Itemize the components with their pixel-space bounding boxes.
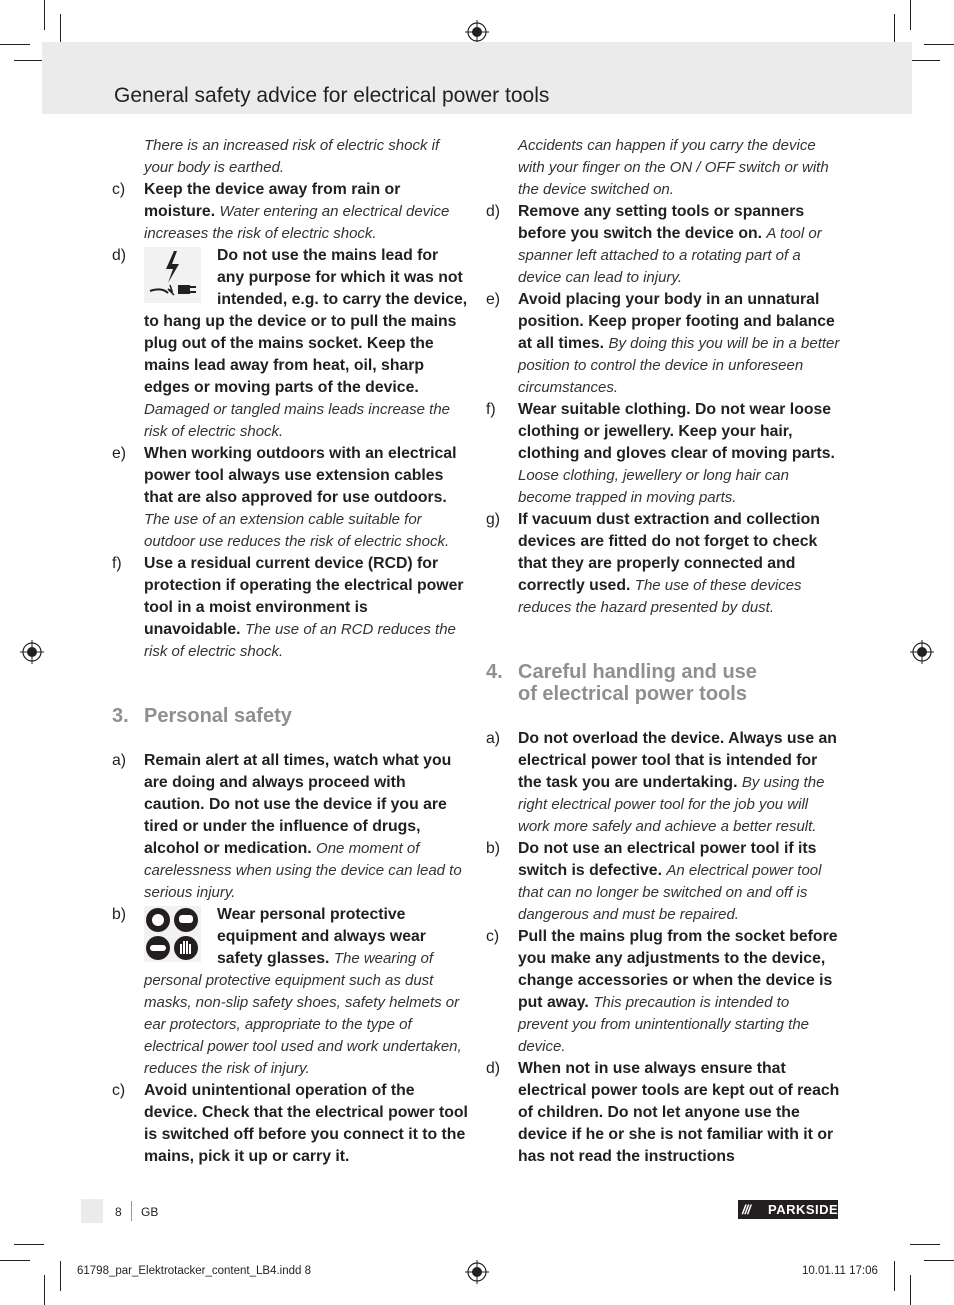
- list-item: [112, 179, 468, 245]
- brand-stripes: ///: [742, 1202, 750, 1217]
- registration-mark-icon: [910, 640, 934, 664]
- personal-protective-equipment-icon: [144, 906, 201, 962]
- section-number: 3.: [112, 705, 129, 727]
- instruction-bold: Remove any setting tools or spanners before you switch the device on.: [518, 203, 805, 242]
- section-title-line: of electrical power tools: [518, 683, 747, 705]
- instruction-note: An electrical power tool that can no longer be switched on and off is dangerous and must be repaired.: [518, 862, 822, 923]
- item-label: e): [486, 291, 501, 308]
- list-item: [486, 399, 842, 509]
- instruction-note: The use of an RCD reduces the risk of electric shock.: [144, 621, 456, 660]
- list-item: [112, 1080, 468, 1168]
- list-item: [486, 289, 842, 399]
- section-heading: [486, 661, 842, 705]
- list-item: [112, 750, 468, 904]
- item-label: g): [486, 511, 501, 528]
- crop-mark: [894, 14, 895, 44]
- crop-mark: [910, 0, 911, 30]
- instruction-bold: Do not overload the device. Always use an electrical power tool that is intended for the task you are undertaking.: [518, 730, 837, 791]
- item-label: f): [486, 401, 496, 418]
- item-label: a): [486, 730, 501, 747]
- section-title-line: Careful handling and use: [518, 661, 757, 683]
- instruction-bold: Remain alert at all times, watch what you are doing and always proceed with caution. Do not use the device if you are tired or under the influence of drugs, alcohol or medication.: [144, 752, 452, 857]
- item-label: d): [486, 203, 501, 220]
- instruction-note: This precaution is intended to prevent you from unintentionally starting the device.: [518, 994, 809, 1055]
- instruction-bold: Wear personal protective equipment and always wear safety glasses.: [217, 906, 426, 967]
- instruction-bold: When working outdoors with an electrical power tool always use extension cables that are also approved for use outdoors.: [144, 445, 457, 506]
- crop-mark: [924, 44, 954, 45]
- page-title: General safety advice for electrical power tools: [114, 84, 550, 107]
- instruction-bold: Do not use the mains lead for any purpose for which it was not intended, e.g. to carry the device, to hang up the device or to pull the mains plug out of the mains socket. Keep the mains lead away from heat, oil, sharp edges or moving parts of the device.: [144, 247, 468, 396]
- instruction-note: By doing this you will be in a better position to control the device in unforeseen circumstances.: [518, 335, 840, 396]
- language-code: GB: [141, 1205, 159, 1219]
- section-number: 4.: [486, 661, 503, 683]
- continued-text: There is an increased risk of electric shock if your body is earthed.: [144, 137, 440, 176]
- instruction-note: The wearing of personal protective equipment such as dust masks, non-slip safety shoes, safety helmets or ear protectors, appropriate to the type of electrical power tool used and work undertaken, reduces the risk of injury.: [144, 950, 462, 1077]
- instruction-bold: If vacuum dust extraction and collection devices are fitted do not forget to check that they are properly connected and correctly used.: [518, 511, 820, 594]
- page-tab: [81, 1199, 103, 1223]
- crop-mark: [44, 1275, 45, 1305]
- list-item: [486, 728, 842, 838]
- instruction-note: The use of an extension cable suitable for outdoor use reduces the risk of electric shock.: [144, 511, 450, 550]
- list-item: [112, 904, 468, 1080]
- crop-mark: [910, 1244, 940, 1245]
- instruction-note: Loose clothing, jewellery or long hair can become trapped in moving parts.: [518, 467, 789, 506]
- page-number: 8: [115, 1205, 122, 1219]
- item-label: f): [112, 555, 122, 572]
- right-column: [486, 135, 842, 1168]
- registration-mark-icon: [465, 1260, 489, 1284]
- crop-mark: [44, 0, 45, 30]
- list-item: [112, 245, 468, 443]
- item-label: c): [486, 928, 500, 945]
- instruction-bold: Wear suitable clothing. Do not wear loose clothing or jewellery. Keep your hair, clothing and gloves clear of moving parts.: [518, 401, 835, 462]
- crop-mark: [14, 60, 44, 61]
- item-label: b): [112, 906, 127, 923]
- item-label: c): [112, 1082, 126, 1099]
- brand-name: PARKSIDE: [768, 1202, 839, 1217]
- crop-mark: [14, 1244, 44, 1245]
- instruction-bold: Pull the mains plug from the socket before you make any adjustments to the device, change accessories or when the device is put away.: [518, 928, 838, 1011]
- continued-text: Accidents can happen if you carry the device with your finger on the ON / OFF switch or with the device switched on.: [518, 137, 829, 198]
- item-label: d): [486, 1060, 501, 1077]
- instruction-note: One moment of carelessness when using the device can lead to serious injury.: [144, 840, 462, 901]
- crop-mark: [60, 1261, 61, 1291]
- crop-mark: [924, 1260, 954, 1261]
- instruction-note: Damaged or tangled mains leads increase the risk of electric shock.: [144, 401, 451, 440]
- list-item: [112, 443, 468, 553]
- crop-mark: [0, 1260, 30, 1261]
- list-item: [486, 201, 842, 289]
- instruction-note: The use of these devices reduces the hazard presented by dust.: [518, 577, 802, 616]
- instruction-bold: Avoid placing your body in an unnatural position. Keep proper footing and balance at all times.: [518, 291, 835, 352]
- instruction-bold: Do not use an electrical power tool if its switch is defective.: [518, 840, 817, 879]
- instruction-bold: When not in use always ensure that electrical power tools are kept out of reach of children. Do not let anyone use the device if he or she is not familiar with it or has not read the instructions: [518, 1060, 840, 1165]
- instruction-bold: Use a residual current device (RCD) for protection if operating the electrical power tool in a moist environment is unavoidable.: [144, 555, 464, 638]
- list-item: [486, 838, 842, 926]
- footer-divider: [131, 1201, 132, 1221]
- crop-mark: [910, 1275, 911, 1305]
- crop-mark: [910, 60, 940, 61]
- print-slug-file: 61798_par_Elektrotacker_content_LB4.indd 8: [77, 1265, 312, 1277]
- electric-cable-warning-icon: [144, 247, 201, 303]
- instruction-note: A tool or spanner left attached to a rotating part of a device can lead to injury.: [518, 225, 822, 286]
- instruction-bold: Keep the device away from rain or moisture.: [144, 181, 401, 220]
- crop-mark: [894, 1261, 895, 1291]
- list-item: [486, 509, 842, 619]
- instruction-bold: Avoid unintentional operation of the device. Check that the electrical power tool is switched off before you connect it to the mains, pick it up or carry it.: [144, 1082, 468, 1165]
- instruction-note: By using the right electrical power tool for the job you will work more safely and achieve a better result.: [518, 774, 825, 835]
- item-label: a): [112, 752, 127, 769]
- list-item: [486, 926, 842, 1058]
- crop-mark: [60, 14, 61, 44]
- crop-mark: [0, 44, 30, 45]
- list-item: [112, 553, 468, 663]
- registration-mark-icon: [465, 20, 489, 44]
- left-column: [112, 135, 468, 1168]
- list-item: [486, 1058, 842, 1168]
- section-title: Personal safety: [144, 705, 292, 727]
- instruction-note: Water entering an electrical device increases the risk of electric shock.: [144, 203, 450, 242]
- item-label: b): [486, 840, 501, 857]
- item-label: d): [112, 247, 127, 264]
- section-heading: [112, 705, 468, 727]
- print-slug-date: 10.01.11 17:06: [802, 1265, 878, 1277]
- item-label: e): [112, 445, 127, 462]
- brand-logo: [738, 1200, 838, 1219]
- item-label: c): [112, 181, 126, 198]
- registration-mark-icon: [20, 640, 44, 664]
